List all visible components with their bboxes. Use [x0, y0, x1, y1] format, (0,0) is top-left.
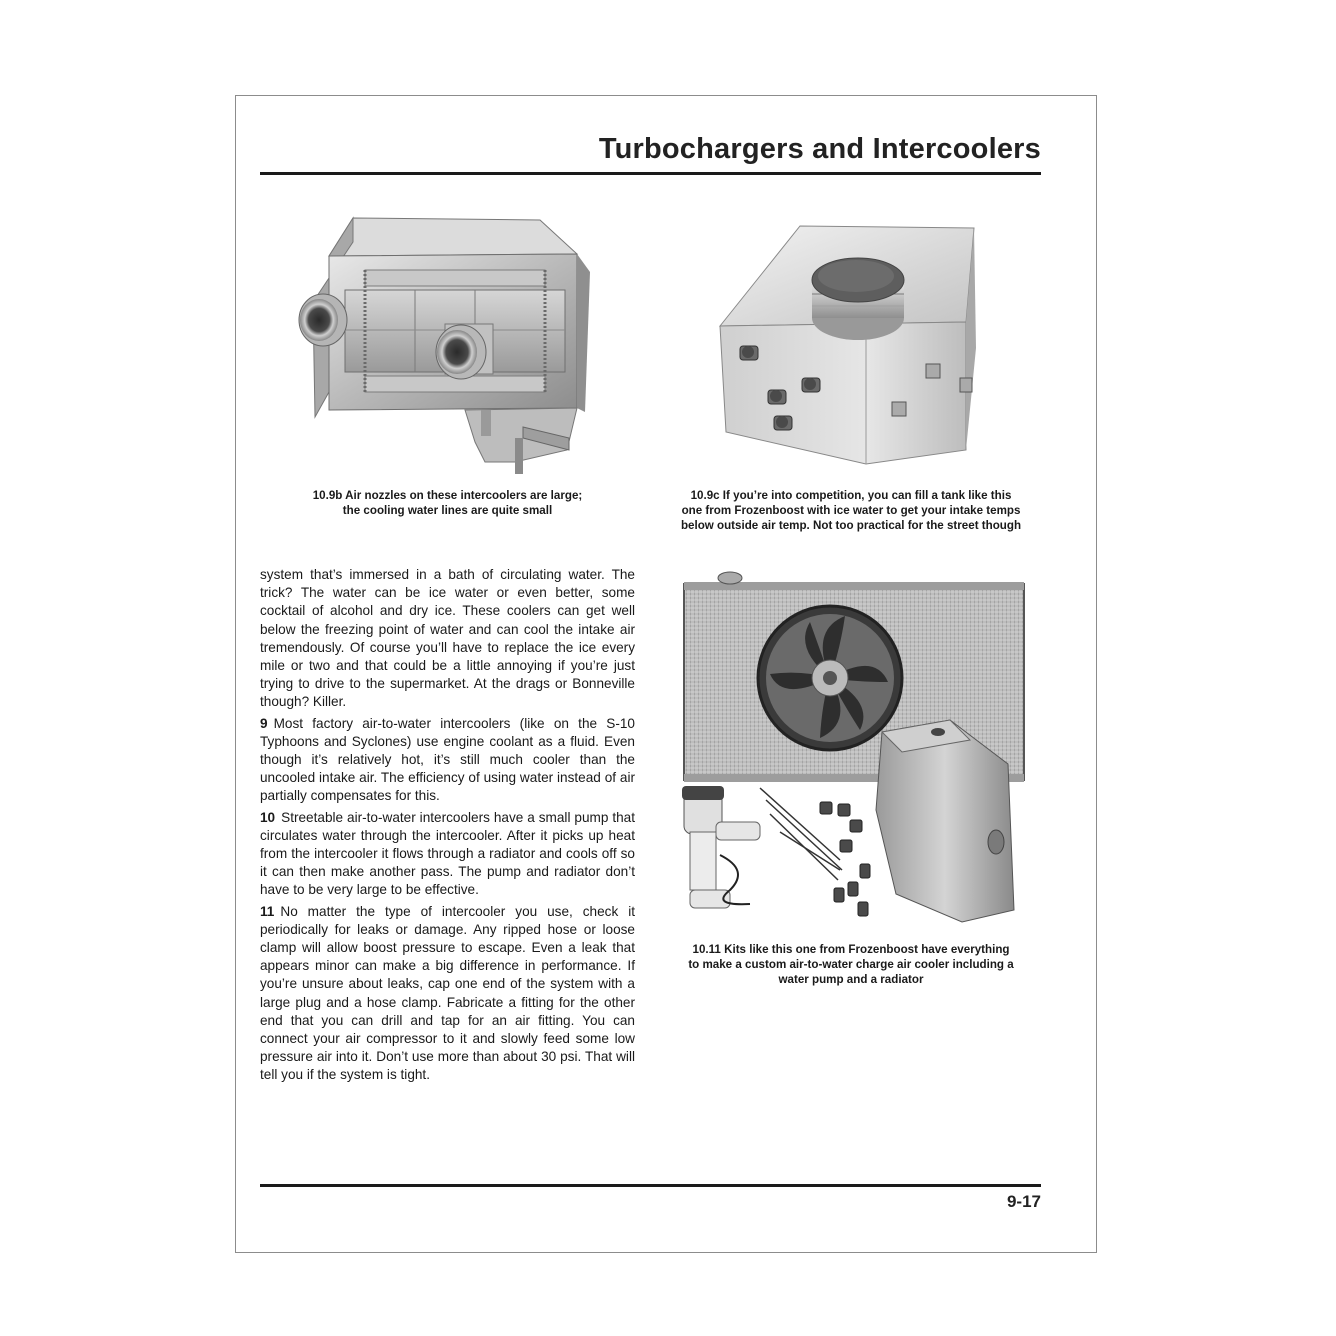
paragraph-text: No matter the type of intercooler you use, check it periodically for leaks or damage. Any ripped hose or loose clamp will allow boost pressure to escape. Even a leak that appears minor can make a big difference in performance. If you’re unsure about leaks, cap one end of the system with a large plug and a hose clamp. Fabricate a fitting for the other end that you can drill and tap for an air fitting. You can connect your air compressor to it and slowly feed some low pressure air into it. Don’t use more than about 30 psi. That will tell you if the system is tight. [260, 903, 635, 1083]
figure-caption-10-9b [265, 488, 630, 518]
caption-line: to make a custom air-to-water charge air cooler including a [688, 958, 1014, 971]
caption-line: water pump and a radiator [778, 973, 924, 986]
caption-line: the cooling water lines are quite small [342, 504, 553, 517]
footer-rule [260, 1184, 1041, 1187]
body-paragraph [260, 715, 635, 806]
paragraph-number: 11 [260, 903, 275, 919]
body-text-column [260, 566, 635, 1088]
caption-line: 10.9b Air nozzles on these intercoolers are large; [312, 489, 583, 502]
chapter-title: Turbochargers and Intercoolers [598, 133, 1041, 165]
paragraph-text: Most factory air-to-water intercoolers (like on the S-10 Typhoons and Syclones) use engine coolant as a fluid. Even though it’s relatively hot, it’s still much cooler than the uncooled intake air. The efficiency of using water instead of air partially compensates for this. [260, 715, 635, 804]
paragraph-number: 10 [260, 809, 276, 825]
paragraph-number: 9 [260, 715, 268, 731]
paragraph-text: Streetable air-to-water intercoolers have a small pump that circulates water through the intercooler. After it picks up heat from the intercooler it flows through a radiator and cools off so it can then make another pass. The pump and radiator don’t have to be very large to be effective. [260, 809, 635, 898]
page-number: 9-17 [1006, 1192, 1041, 1211]
caption-line: 10.9c If you’re into competition, you can fill a tank like this [690, 489, 1012, 502]
intercooler-core-photo [285, 212, 595, 474]
title-rule [260, 172, 1041, 175]
body-paragraph [260, 809, 635, 900]
caption-line: below outside air temp. Not too practical for the street though [680, 519, 1022, 532]
body-paragraph [260, 903, 635, 1085]
body-paragraph: system that’s immersed in a bath of circulating water. The trick? The water can be ice water or even better, some cocktail of alcohol and dry ice. These coolers can get well below the freezing point of water and can cool the intake air tremendously. Of course you’ll have to replace the ice every mile or two and that could be a little annoying if you’re just trying to drive to the supermarket. At the drags or Bonneville though? Killer. [260, 567, 635, 710]
ice-water-tank-photo [716, 218, 978, 466]
figure-caption-10-11 [662, 942, 1040, 987]
caption-line: one from Frozenboost with ice water to get your intake temps [681, 504, 1021, 517]
figure-caption-10-9c [662, 488, 1040, 533]
radiator-kit-photo [670, 570, 1036, 930]
caption-line: 10.11 Kits like this one from Frozenboost have everything [692, 943, 1010, 956]
